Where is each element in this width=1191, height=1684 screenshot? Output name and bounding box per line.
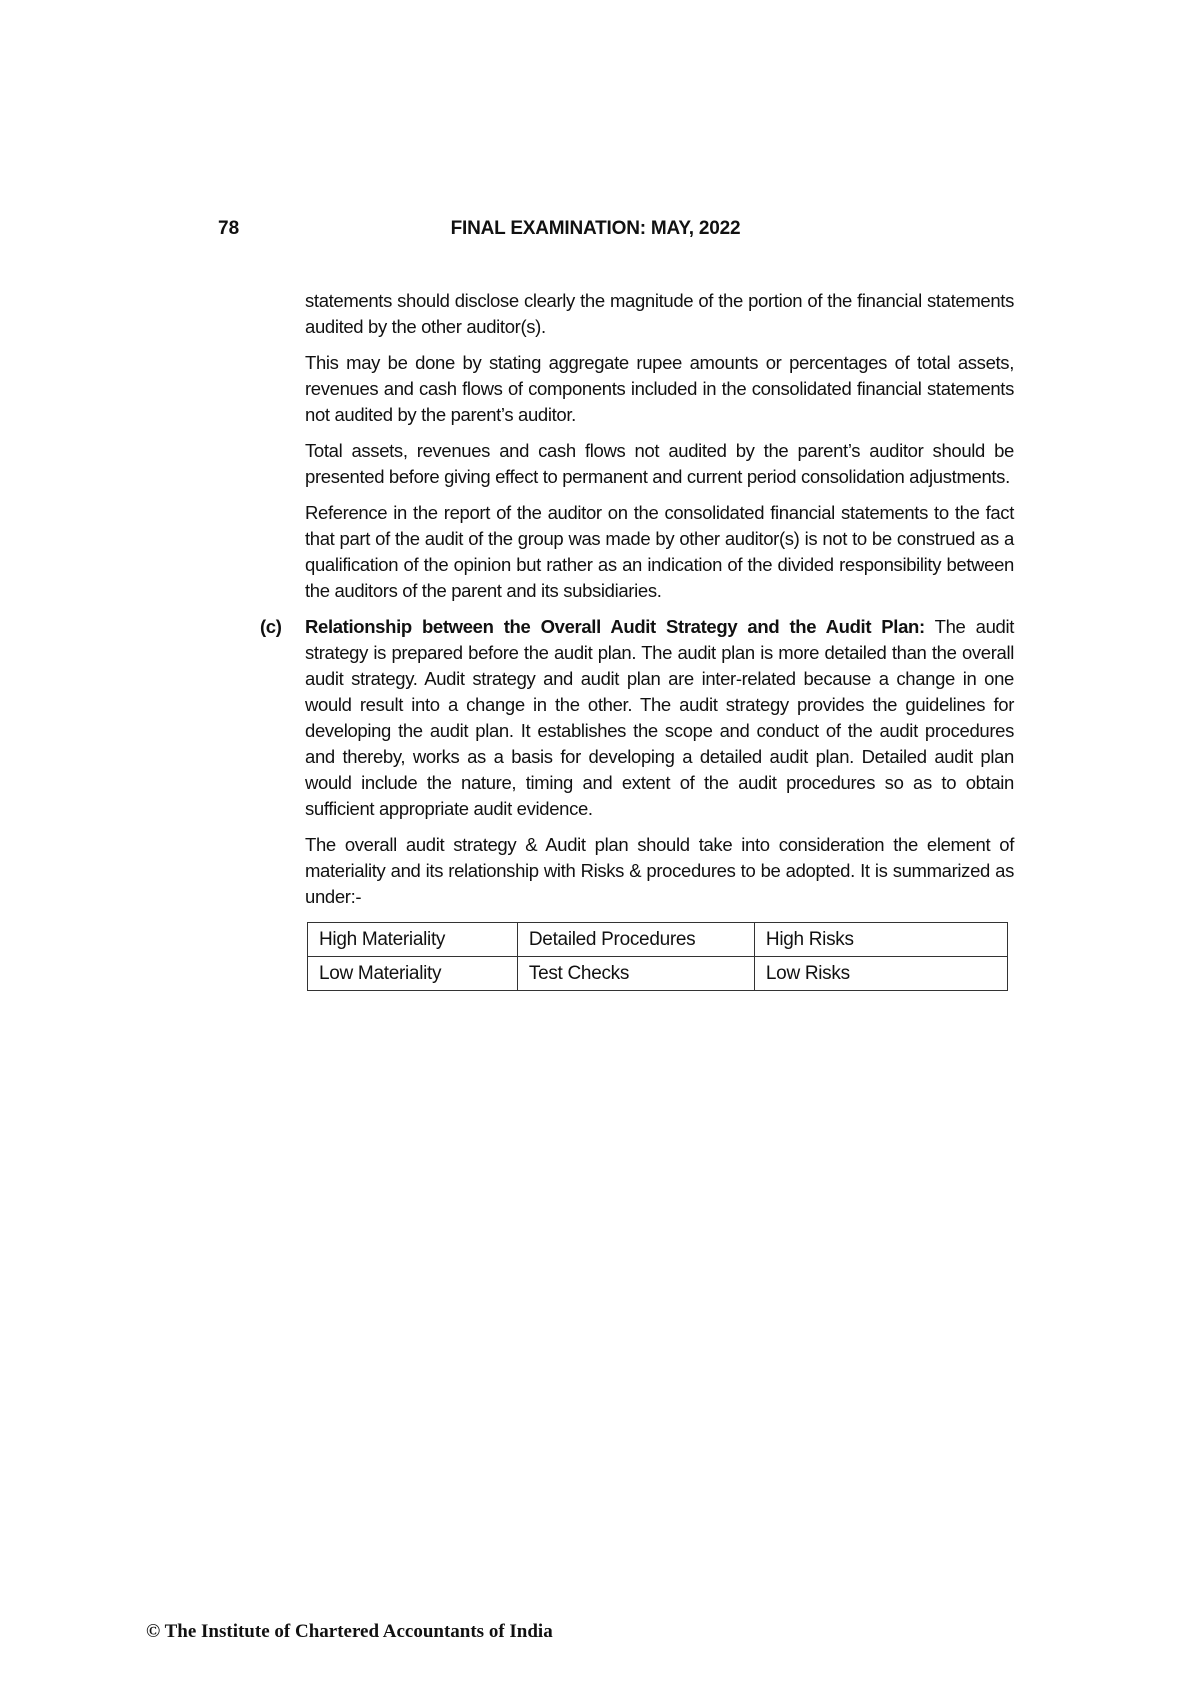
table-row — [308, 957, 1008, 991]
page-number: 78 — [218, 218, 240, 239]
section-c-body: The audit strategy is prepared before the audit plan. The audit plan is more detailed than the overall audit strategy. Audit strategy and audit plan are inter-related because a change in one would result into a change in the other. The audit strategy provides the guidelines for developing the audit plan. It establishes the scope and conduct of the audit procedures and thereby, works as a basis for developing a detailed audit plan. Detailed audit plan would include the nature, timing and extent of the audit procedures so as to obtain sufficient appropriate audit evidence. — [305, 616, 1014, 819]
table-cell: Low Materiality — [308, 957, 518, 991]
section-c-marker: (c) — [260, 616, 282, 637]
table-cell: High Materiality — [308, 923, 518, 957]
materiality-summary-table — [307, 922, 1008, 991]
body-paragraph: statements should disclose clearly the magnitude of the portion of the financial statements audited by the other auditor(s). — [305, 290, 1014, 337]
summary-intro: The overall audit strategy & Audit plan should take into consideration the element of materiality and its relationship with Risks & procedures to be adopted. It is summarized as under:- — [305, 834, 1014, 907]
section-c-heading: Relationship between the Overall Audit Strategy and the Audit Plan: — [305, 616, 925, 637]
body-paragraph: Total assets, revenues and cash flows not audited by the parent’s auditor should be presented before giving effect to permanent and current period consolidation adjustments. — [305, 440, 1014, 487]
body-paragraph: This may be done by stating aggregate rupee amounts or percentages of total assets, revenues and cash flows of components included in the consolidated financial statements not audited by the parent’s auditor. — [305, 352, 1014, 425]
copyright-footer: © The Institute of Chartered Accountants of India — [146, 1621, 553, 1642]
table-cell: Detailed Procedures — [517, 923, 754, 957]
table-cell: Low Risks — [754, 957, 1007, 991]
running-header-title: FINAL EXAMINATION: MAY, 2022 — [450, 218, 741, 239]
table-cell: High Risks — [754, 923, 1007, 957]
table-row — [308, 923, 1008, 957]
page-body — [260, 288, 1014, 991]
section-c — [260, 614, 1014, 991]
body-paragraph: Reference in the report of the auditor on the consolidated financial statements to the fact that part of the audit of the group was made by other auditor(s) is not to be construed as a qualification of the opinion but rather as an indication of the divided responsibility between the auditors of the parent and its subsidiaries. — [305, 502, 1014, 601]
section-c-paragraph — [305, 614, 1014, 822]
table-cell: Test Checks — [517, 957, 754, 991]
